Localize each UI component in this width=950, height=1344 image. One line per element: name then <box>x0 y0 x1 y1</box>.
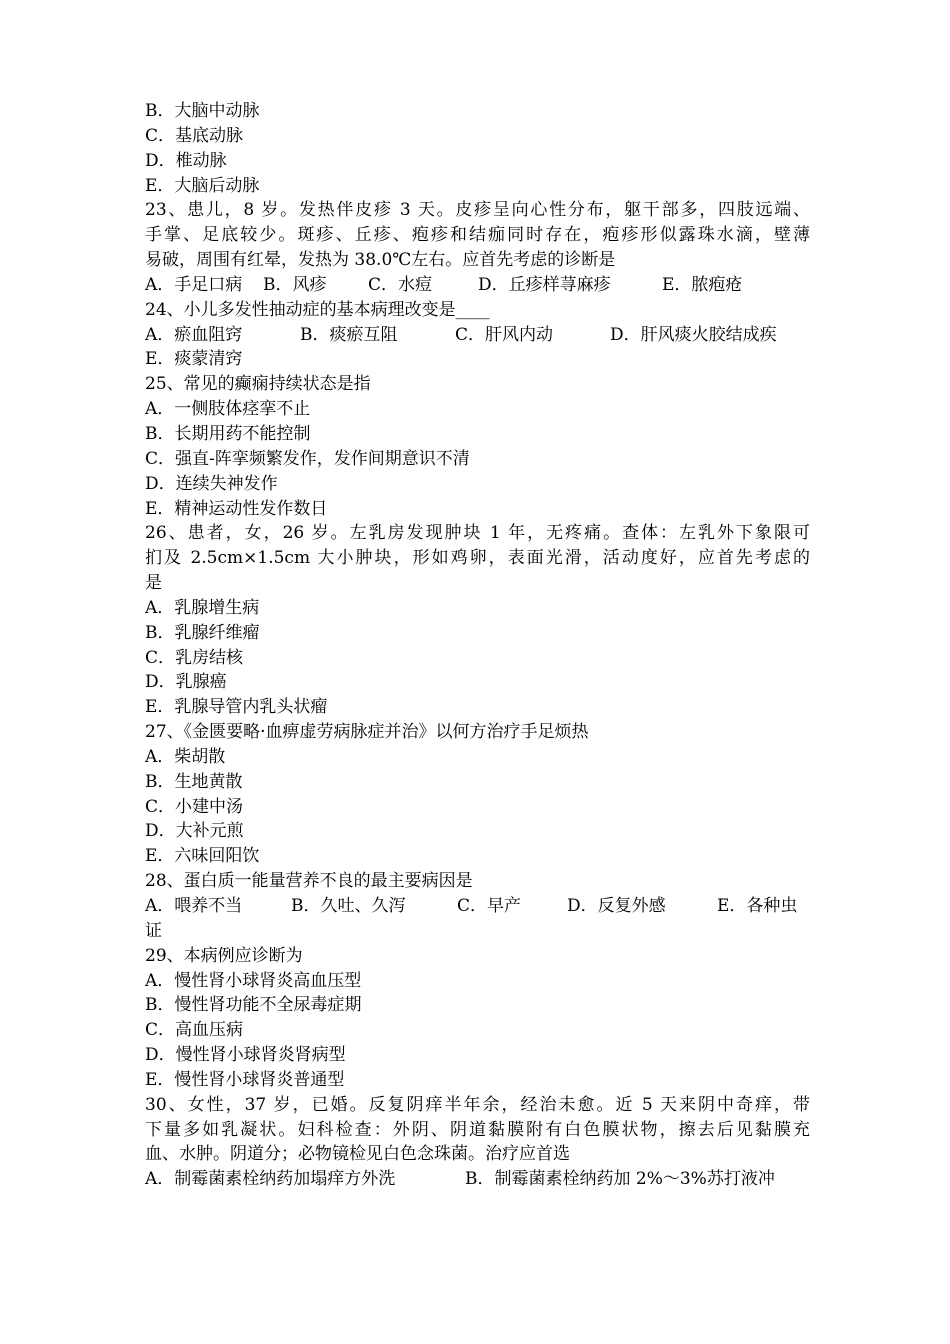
option: C．肝风内动 <box>455 324 554 345</box>
option-line: D．大补元煎 <box>145 821 244 842</box>
option-line: A．乳腺增生病 <box>145 597 260 618</box>
option-line: E．大脑后动脉 <box>145 175 260 196</box>
question-24-options <box>145 323 810 348</box>
option-line: 证 <box>145 920 162 941</box>
option: A．制霉菌素栓纳药加塌痒方外洗 <box>145 1169 396 1190</box>
option: D．丘疹样荨麻疹 <box>478 274 611 295</box>
question-30-text: 血、水肿。阴道分；必物镜检见白色念珠菌。治疗应首选 <box>145 1144 570 1165</box>
option: B．制霉菌素栓纳药加 2%～3%苏打液冲 <box>465 1169 775 1190</box>
option: A．瘀血阻窍 <box>145 324 243 345</box>
question-23-text: 23、患儿，8 岁。发热伴皮疹 3 天。皮疹呈向心性分布，躯干部多，四肢远端、 <box>145 200 810 221</box>
option: D．反复外感 <box>567 896 666 916</box>
option-line: E．六味回阳饮 <box>145 846 260 867</box>
option: D．肝风痰火胶结成疾 <box>610 324 777 345</box>
option-line: D．连续失神发作 <box>145 473 278 494</box>
option: E．脓疱疮 <box>662 274 743 295</box>
option-line: D．乳腺癌 <box>145 672 227 693</box>
option-line: B．生地黄散 <box>145 771 243 792</box>
question-27-text: 27、《金匮要略·血痹虚劳病脉症并治》以何方治疗手足烦热 <box>145 722 589 743</box>
option-line: E．慢性肾小球肾炎普通型 <box>145 1069 345 1090</box>
question-23-options <box>145 273 810 298</box>
option: B．风疹 <box>263 274 327 295</box>
option: C．早产 <box>457 896 522 916</box>
question-25-text: 25、常见的癫痫持续状态是指 <box>145 374 371 395</box>
question-26-text: 26、患者，女，26 岁。左乳房发现肿块 1 年，无疼痛。查体：左乳外下象限可 <box>145 523 810 544</box>
option-line: D．椎动脉 <box>145 150 227 171</box>
option-line: B．长期用药不能控制 <box>145 423 311 444</box>
option-line: A．柴胡散 <box>145 746 226 767</box>
option: A．手足口病 <box>145 274 243 295</box>
question-23-text: 手掌、足底较少。斑疹、丘疹、疱疹和结痂同时存在，疱疹形似露珠水滴，壁薄 <box>145 225 810 246</box>
option-line: C．强直-阵挛频繁发作，发作间期意识不清 <box>145 448 470 469</box>
question-30-options <box>145 1167 810 1192</box>
document-body <box>145 99 810 1192</box>
question-30-text: 下量多如乳凝状。妇科检查：外阴、阴道黏膜附有白色膜状物，擦去后见黏膜充 <box>145 1119 810 1140</box>
option-line: C．乳房结核 <box>145 647 244 668</box>
option-line: E．乳腺导管内乳头状瘤 <box>145 697 328 718</box>
question-28-text: 28、蛋白质一能量营养不良的最主要病因是 <box>145 871 473 892</box>
question-23-text: 易破，周围有红晕，发热为 38.0℃左右。应首先考虑的诊断是 <box>145 250 616 271</box>
option-line: B．大脑中动脉 <box>145 101 260 121</box>
option-line: B．慢性肾功能不全尿毒症期 <box>145 995 362 1016</box>
question-29-text: 29、本病例应诊断为 <box>145 945 303 966</box>
option-line: E．痰蒙清窍 <box>145 349 243 370</box>
option-line: C．小建中汤 <box>145 796 244 817</box>
option-line: A．一侧肢体痉挛不止 <box>145 399 311 420</box>
option-line: A．慢性肾小球肾炎高血压型 <box>145 970 362 991</box>
question-30-text: 30、女性，37 岁，已婚。反复阴痒半年余，经治未愈。近 5 天来阴中奇痒，带 <box>145 1094 810 1115</box>
question-26-text: 是 <box>145 573 162 594</box>
option: B．痰瘀互阻 <box>300 324 398 345</box>
option-line: E．精神运动性发作数日 <box>145 498 328 519</box>
option: C．水痘 <box>368 274 433 295</box>
question-24-text: 24、小儿多发性抽动症的基本病理改变是____ <box>145 299 490 320</box>
option-line: D．慢性肾小球肾炎肾病型 <box>145 1045 346 1066</box>
option-line: C．高血压病 <box>145 1020 244 1041</box>
question-28-options <box>145 894 810 919</box>
option: B．久吐、久泻 <box>291 896 406 916</box>
question-26-text: 扪及 2.5cm×1.5cm 大小肿块，形如鸡卵，表面光滑，活动度好，应首先考虑的 <box>145 548 810 569</box>
option-line: B．乳腺纤维瘤 <box>145 622 260 643</box>
option-line: C．基底动脉 <box>145 125 244 146</box>
option: E．各种虫 <box>717 896 798 916</box>
option: A．喂养不当 <box>145 896 243 916</box>
